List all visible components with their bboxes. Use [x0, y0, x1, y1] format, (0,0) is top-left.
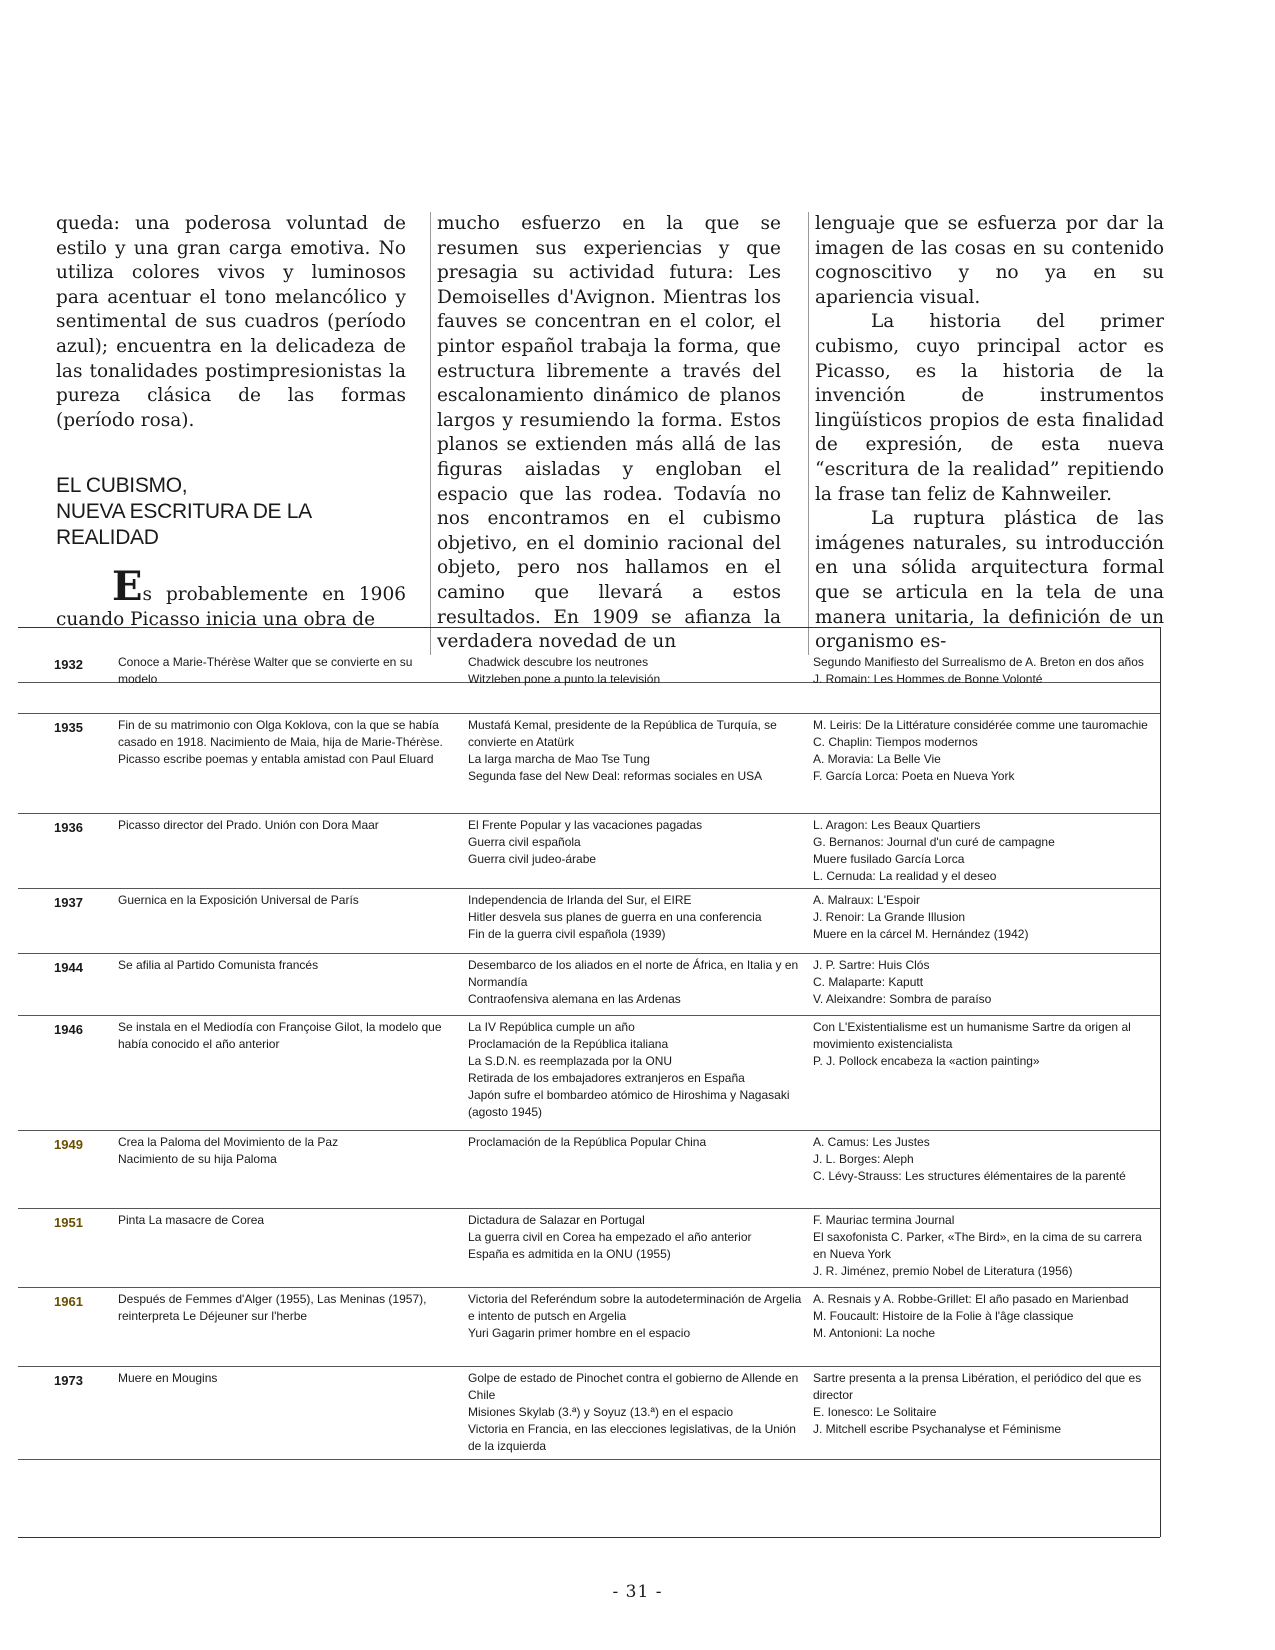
world-events-cell [468, 654, 803, 688]
world-events-cell [468, 892, 803, 943]
cell-entry: Muere fusilado García Lorca [813, 852, 965, 866]
table-bottom-rule [18, 1537, 1160, 1538]
cell-entry: J. Romain: Les Hommes de Bonne Volonté [813, 672, 1043, 686]
cell-entry: Mustafá Kemal, presidente de la República de Turquía, se convierte en Atatürk [468, 718, 777, 749]
cell-entry: Después de Femmes d'Alger (1955), Las Meninas (1957), reinterpreta Le Déjeuner sur l'herbe [118, 1292, 427, 1323]
cell-entry: L. Cernuda: La realidad y el deseo [813, 869, 997, 883]
cell-entry: Conoce a Marie-Thérèse Walter que se convierte en su modelo [118, 655, 413, 686]
cell-entry: Chadwick descubre los neutrones [468, 655, 649, 669]
text-column-1 [56, 212, 406, 633]
cell-entry: V. Aleixandre: Sombra de paraíso [813, 992, 992, 1006]
cell-entry: Independencia de Irlanda del Sur, el EIRE [468, 893, 692, 907]
cell-entry: C. Chaplin: Tiempos modernos [813, 735, 978, 749]
cell-entry: A. Moravia: La Belle Vie [813, 752, 941, 766]
row-year: 1951 [54, 1215, 83, 1230]
cell-entry: Crea la Paloma del Movimiento de la Paz [118, 1135, 339, 1149]
picasso-events-cell [118, 817, 448, 834]
culture-events-cell [813, 1134, 1158, 1185]
cell-entry: M. Leiris: De la Littérature considérée comme une tauromachie [813, 718, 1148, 732]
cell-entry: Fin de su matrimonio con Olga Koklova, con la que se había casado en 1918. Nacimiento de Maia, hija de Marie-Thérèse. [118, 718, 443, 749]
cell-entry: Witzleben pone a punto la televisión [468, 672, 661, 686]
culture-events-cell [813, 717, 1158, 785]
cell-entry: J. L. Borges: Aleph [813, 1152, 914, 1166]
picasso-events-cell [118, 654, 448, 688]
cell-entry: M. Foucault: Histoire de la Folie à l'âge classique [813, 1309, 1074, 1323]
world-events-cell [468, 1212, 803, 1263]
cell-entry: Desembarco de los aliados en el norte de África, en Italia y en Normandía [468, 958, 799, 989]
picasso-events-cell [118, 717, 448, 768]
cell-entry: M. Antonioni: La noche [813, 1326, 936, 1340]
cell-entry: España es admitida en la ONU (1955) [468, 1247, 671, 1261]
cell-entry: Proclamación de la República Popular China [468, 1135, 707, 1149]
world-events-cell [468, 957, 803, 1008]
cell-entry: Yuri Gagarin primer hombre en el espacio [468, 1326, 691, 1340]
section-heading [56, 473, 406, 551]
cell-entry: Muere en la cárcel M. Hernández (1942) [813, 927, 1029, 941]
culture-events-cell [813, 1370, 1158, 1438]
table-row [18, 888, 1160, 954]
cell-entry: Victoria en Francia, en las elecciones legislativas, de la Unión de la izquierda [468, 1422, 796, 1453]
cell-entry: J. P. Sartre: Huis Clós [813, 958, 930, 972]
row-year: 1946 [54, 1022, 83, 1037]
world-events-cell [468, 1134, 803, 1151]
cell-entry: C. Lévy-Strauss: Les structures élémentaires de la parenté [813, 1169, 1126, 1183]
table-top-rule [18, 627, 1160, 628]
world-events-cell [468, 1291, 803, 1342]
cell-entry: Pinta La masacre de Corea [118, 1213, 265, 1227]
row-year: 1932 [54, 657, 83, 672]
picasso-events-cell [118, 1291, 448, 1325]
drop-cap: E [112, 563, 143, 611]
table-row [18, 1015, 1160, 1131]
cell-entry: Guerra civil judeo-árabe [468, 852, 597, 866]
cell-entry: Guerra civil española [468, 835, 581, 849]
cell-entry: G. Bernanos: Journal d'un curé de campagne [813, 835, 1055, 849]
cell-entry: Hitler desvela sus planes de guerra en una conferencia [468, 910, 762, 924]
paragraph: La ruptura plástica de las imágenes naturales, su introducción en una sólida arquitectura formal que se articula en la tela de una manera unitaria, la definición de un organismo es- [815, 508, 1164, 653]
world-events-cell [468, 817, 803, 868]
cell-entry: Se instala en el Mediodía con Françoise Gilot, la modelo que había conocido el año anterior [118, 1020, 442, 1051]
cell-entry: Guernica en la Exposición Universal de París [118, 893, 359, 907]
cell-entry: Sartre presenta a la prensa Libération, el periódico del que es director [813, 1371, 1142, 1402]
page-number: - 31 - [612, 1582, 663, 1602]
paragraph: La historia del primer cubismo, cuyo principal actor es Picasso, es la historia de la invención de instrumentos lingüísticos propios de esta finalidad de expresión, de esta nueva “escritura de la realidad” repitiendo la frase tan feliz de Kahnweiler. [815, 311, 1164, 505]
text-column-2 [430, 212, 781, 655]
world-events-cell [468, 1019, 803, 1121]
cell-entry: Se afilia al Partido Comunista francés [118, 958, 319, 972]
culture-events-cell [813, 817, 1158, 885]
row-year: 1973 [54, 1373, 83, 1388]
table-row [18, 650, 1160, 714]
cell-entry: Segundo Manifiesto del Surrealismo de A. Breton en dos años [813, 655, 1144, 669]
cell-entry: La IV República cumple un año [468, 1020, 635, 1034]
paragraph: queda: una poderosa voluntad de estilo y una gran carga emotiva. No utiliza colores vivos y luminosos para acentuar el tono melancólico y sentimental de sus cuadros (período azul); encuentra en la delicadeza de las tonalidades postimpresionistas la pureza clásica de las formas (período rosa). [56, 213, 406, 431]
cell-entry: Retirada de los embajadores extranjeros en España [468, 1071, 745, 1085]
picasso-events-cell [118, 1134, 448, 1168]
picasso-events-cell [118, 1370, 448, 1387]
cell-entry: A. Malraux: L'Espoir [813, 893, 920, 907]
table-row [18, 1130, 1160, 1209]
paragraph-text: s probablemente en 1906 cuando Picasso inicia una obra de [56, 584, 406, 630]
text-column-3 [808, 212, 1164, 655]
cell-entry: Misiones Skylab (3.ª) y Soyuz (13.ª) en el espacio [468, 1405, 733, 1419]
cell-entry: Nacimiento de su hija Paloma [118, 1152, 277, 1166]
row-year: 1935 [54, 720, 83, 735]
cell-entry: Segunda fase del New Deal: reformas sociales en USA [468, 769, 763, 783]
cell-entry: Picasso escribe poemas y entabla amistad con Paul Eluard [118, 752, 434, 766]
table-row [18, 713, 1160, 814]
cell-entry: El Frente Popular y las vacaciones pagadas [468, 818, 703, 832]
cell-entry: Fin de la guerra civil española (1939) [468, 927, 666, 941]
culture-events-cell [813, 654, 1158, 688]
heading-line-1: EL CUBISMO, [56, 474, 188, 498]
cell-entry: Golpe de estado de Pinochet contra el gobierno de Allende en Chile [468, 1371, 799, 1402]
cell-entry: Contraofensiva alemana en las Ardenas [468, 992, 681, 1006]
picasso-events-cell [118, 957, 448, 974]
cell-entry: F. Mauriac termina Journal [813, 1213, 955, 1227]
cell-entry: El saxofonista C. Parker, «The Bird», en la cima de su carrera en Nueva York [813, 1230, 1142, 1261]
table-row [18, 1366, 1160, 1460]
cell-entry: A. Camus: Les Justes [813, 1135, 930, 1149]
row-year: 1936 [54, 820, 83, 835]
cell-entry: J. Renoir: La Grande Illusion [813, 910, 966, 924]
cell-entry: Victoria del Referéndum sobre la autodeterminación de Argelia e intento de putsch en Argelia [468, 1292, 802, 1323]
culture-events-cell [813, 1019, 1158, 1070]
world-events-cell [468, 1370, 803, 1455]
cell-entry: La larga marcha de Mao Tse Tung [468, 752, 650, 766]
cell-entry: A. Resnais y A. Robbe-Grillet: El año pasado en Marienbad [813, 1292, 1129, 1306]
cell-entry: Picasso director del Prado. Unión con Dora Maar [118, 818, 379, 832]
paragraph: lenguaje que se esfuerza por dar la imagen de las cosas en su contenido cognoscitivo y no ya en su apariencia visual. [815, 213, 1164, 308]
table-row [18, 813, 1160, 889]
row-year: 1949 [54, 1137, 83, 1152]
picasso-events-cell [118, 1212, 448, 1229]
cell-entry: P. J. Pollock encabeza la «action painting» [813, 1054, 1040, 1068]
culture-events-cell [813, 892, 1158, 943]
picasso-events-cell [118, 1019, 448, 1053]
table-row [18, 953, 1160, 1016]
cell-entry: La guerra civil en Corea ha empezado el año anterior [468, 1230, 752, 1244]
culture-events-cell [813, 957, 1158, 1008]
paragraph: mucho esfuerzo en la que se resumen sus experiencias y que presagia su actividad futura: Les Demoiselles d'Avignon. Mientras los fauves se concentran en el color, el pintor español trabaja la forma, que estructura libremente a través del escalonamiento dinámico de planos largos y resumiendo la forma. Estos planos se extienden más allá de las figuras aisladas y engloban el espacio que las rodea. Todavía no nos encontramos en el cubismo objetivo, en el dominio racional del objeto, pero nos hallamos en el camino que llevará a estos resultados. En 1909 se afianza la verdadera novedad de un [437, 213, 781, 653]
paragraph [56, 563, 406, 632]
cell-entry: J. Mitchell escribe Psychanalyse et Féminisme [813, 1422, 1062, 1436]
cell-entry: Con L'Existentialisme est un humanisme Sartre da origen al movimiento existencialista [813, 1020, 1131, 1051]
cell-entry: F. García Lorca: Poeta en Nueva York [813, 769, 1015, 783]
cell-entry: L. Aragon: Les Beaux Quartiers [813, 818, 981, 832]
heading-line-2: NUEVA ESCRITURA DE LA REALIDAD [56, 500, 311, 550]
table-right-rule [1160, 627, 1161, 1537]
cell-entry: Dictadura de Salazar en Portugal [468, 1213, 645, 1227]
cell-entry: Proclamación de la República italiana [468, 1037, 669, 1051]
culture-events-cell [813, 1212, 1158, 1280]
culture-events-cell [813, 1291, 1158, 1342]
cell-entry: J. R. Jiménez, premio Nobel de Literatura (1956) [813, 1264, 1073, 1278]
cell-entry: Japón sufre el bombardeo atómico de Hiroshima y Nagasaki (agosto 1945) [468, 1088, 790, 1119]
cell-entry: La S.D.N. es reemplazada por la ONU [468, 1054, 673, 1068]
table-row [18, 1208, 1160, 1288]
row-year: 1937 [54, 895, 83, 910]
row-year: 1961 [54, 1294, 83, 1309]
picasso-events-cell [118, 892, 448, 909]
world-events-cell [468, 717, 803, 785]
cell-entry: Muere en Mougins [118, 1371, 218, 1385]
cell-entry: E. Ionesco: Le Solitaire [813, 1405, 937, 1419]
row-year: 1944 [54, 960, 83, 975]
table-row [18, 1287, 1160, 1367]
cell-entry: C. Malaparte: Kaputt [813, 975, 924, 989]
